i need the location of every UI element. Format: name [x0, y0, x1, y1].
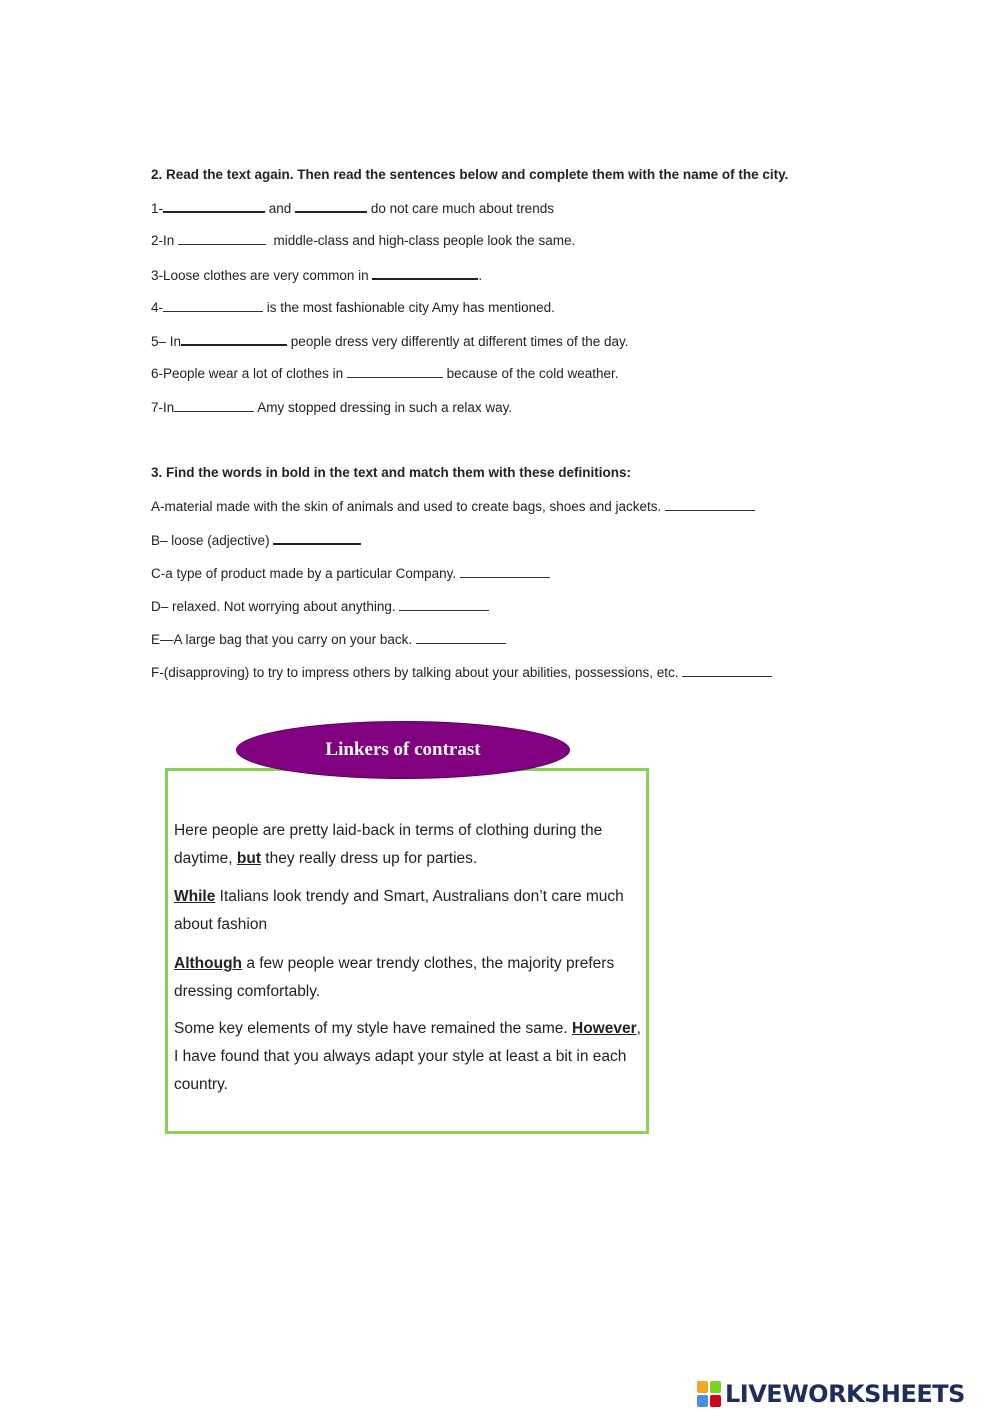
sentence-4-text: is the most fashionable city Amy has mentioned. [266, 300, 555, 315]
logo-square-4 [710, 1395, 721, 1407]
sentence-6-text: because of the cold weather. [446, 366, 619, 381]
definition-d-text: D– relaxed. Not worrying about anything. [151, 599, 396, 614]
sentence-5-text: people dress very differently at different times of the day. [290, 334, 629, 349]
definition-e-text: E—A large bag that you carry on your back. [151, 632, 413, 647]
sentence-5-start: 5– In [151, 334, 182, 349]
p1-text-a: Here people are pretty laid-back in terms of clothing during the daytime, [174, 822, 603, 867]
sentence-7 [151, 399, 512, 417]
definition-b-text: B– loose (adjective) [151, 533, 270, 548]
linkers-paragraph-4 [174, 1015, 644, 1099]
sentence-1 [151, 199, 554, 218]
definition-c [151, 565, 550, 583]
blank-1a[interactable] [163, 199, 265, 213]
blank-7[interactable] [174, 399, 254, 412]
linkers-title-ellipse [236, 721, 570, 779]
sentence-6 [151, 365, 619, 383]
definition-f [151, 664, 772, 682]
linkers-paragraph-2 [174, 883, 644, 939]
liveworksheets-logo-icon [697, 1381, 721, 1407]
sentence-2-start: 2-In [151, 233, 175, 248]
p2-text: Italians look trendy and Smart, Australians don’t care much about fashion [174, 888, 624, 933]
section-3-heading: 3. Find the words in bold in the text and match them with these definitions: [151, 465, 632, 480]
p3-text: a few people wear trendy clothes, the majority prefers dressing comfortably. [174, 955, 615, 1000]
sentence-1-number: 1- [151, 201, 164, 216]
definition-e [151, 631, 506, 649]
logo-square-3 [697, 1395, 708, 1407]
blank-3[interactable] [372, 266, 478, 280]
definition-c-text: C-a type of product made by a particular Company. [151, 566, 457, 581]
blank-2[interactable] [178, 232, 266, 245]
section-2-heading: 2. Read the text again. Then read the sentences below and complete them with the name of the city. [151, 167, 789, 182]
sentence-3 [151, 266, 482, 285]
linkers-title: Linkers of contrast [325, 739, 481, 760]
sentence-3-end: . [478, 268, 483, 283]
linker-while: While [174, 888, 216, 905]
blank-1b[interactable] [295, 199, 367, 213]
p1-text-b: they really dress up for parties. [261, 850, 478, 867]
blank-6[interactable] [347, 365, 443, 378]
sentence-1-and: and [268, 201, 292, 216]
sentence-3-start: 3-Loose clothes are very common in [151, 268, 369, 283]
sentence-6-start: 6-People wear a lot of clothes in [151, 366, 344, 381]
linker-although: Although [174, 955, 243, 972]
logo-square-1 [697, 1381, 708, 1393]
definition-a-text: A-material made with the skin of animals and used to create bags, shoes and jackets. [151, 499, 662, 514]
sentence-4 [151, 299, 555, 317]
sentence-5 [151, 332, 628, 351]
liveworksheets-logo-text: LIVEWORKSHEETS [725, 1380, 965, 1408]
sentence-1-text: do not care much about trends [370, 201, 554, 216]
sentence-7-start: 7-In [151, 400, 175, 415]
p4-text-b: , I have found that you always adapt your style at least a bit in each country. [174, 1020, 641, 1093]
sentence-2 [151, 232, 575, 250]
p4-text-a: Some key elements of my style have remained the same. [174, 1020, 573, 1037]
blank-c[interactable] [460, 565, 550, 578]
blank-f[interactable] [682, 664, 772, 677]
definition-a [151, 498, 755, 516]
linkers-paragraph-1 [174, 817, 644, 873]
blank-b[interactable] [273, 531, 361, 545]
sentence-2-text: middle-class and high-class people look the same. [273, 233, 576, 248]
blank-d[interactable] [399, 598, 489, 611]
logo-square-2 [710, 1381, 721, 1393]
liveworksheets-logo [697, 1378, 965, 1410]
sentence-4-start: 4- [151, 300, 164, 315]
linkers-paragraph-3 [174, 950, 644, 1006]
linkers-box [165, 768, 649, 1134]
sentence-7-text: Amy stopped dressing in such a relax way. [257, 400, 513, 415]
blank-4[interactable] [163, 299, 263, 312]
blank-e[interactable] [416, 631, 506, 644]
blank-5[interactable] [181, 332, 287, 346]
definition-b [151, 531, 361, 550]
linker-however: However [572, 1020, 637, 1037]
blank-a[interactable] [665, 498, 755, 511]
definition-d [151, 598, 489, 616]
linker-but: but [236, 850, 261, 867]
definition-f-text: F-(disapproving) to try to impress others by talking about your abilities, possessions, etc. [151, 665, 679, 680]
